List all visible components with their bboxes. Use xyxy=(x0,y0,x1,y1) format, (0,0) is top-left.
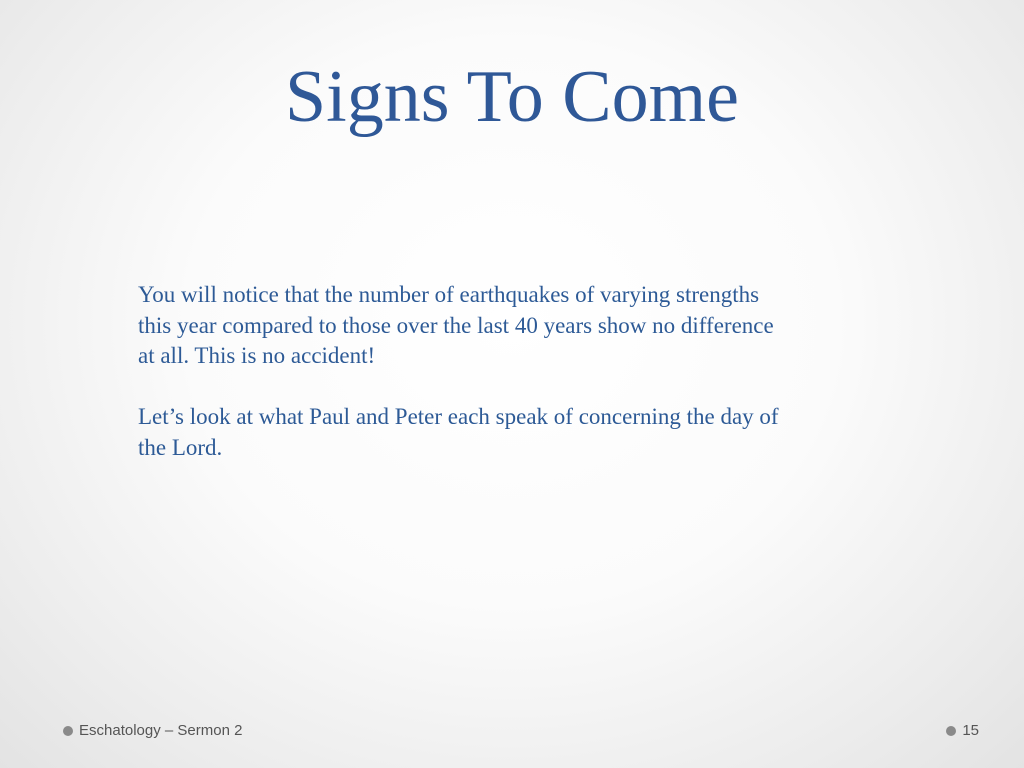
footer-label-group xyxy=(63,722,242,739)
page-number: 15 xyxy=(962,722,979,739)
page-number-group xyxy=(946,722,979,739)
footer-bullet-icon xyxy=(63,726,73,736)
body-paragraph-2: Let’s look at what Paul and Peter each speak of concerning the day of the Lord. xyxy=(138,404,779,460)
footer-label: Eschatology – Sermon 2 xyxy=(79,722,243,739)
slide-body xyxy=(138,280,938,463)
slide-title: Signs To Come xyxy=(285,56,739,138)
body-paragraph-1: You will notice that the number of earthquakes of varying strengths this year compared to those over the last 40 years show no difference at all. This is no accident! xyxy=(138,282,774,368)
page-number-bullet-icon xyxy=(946,726,956,736)
